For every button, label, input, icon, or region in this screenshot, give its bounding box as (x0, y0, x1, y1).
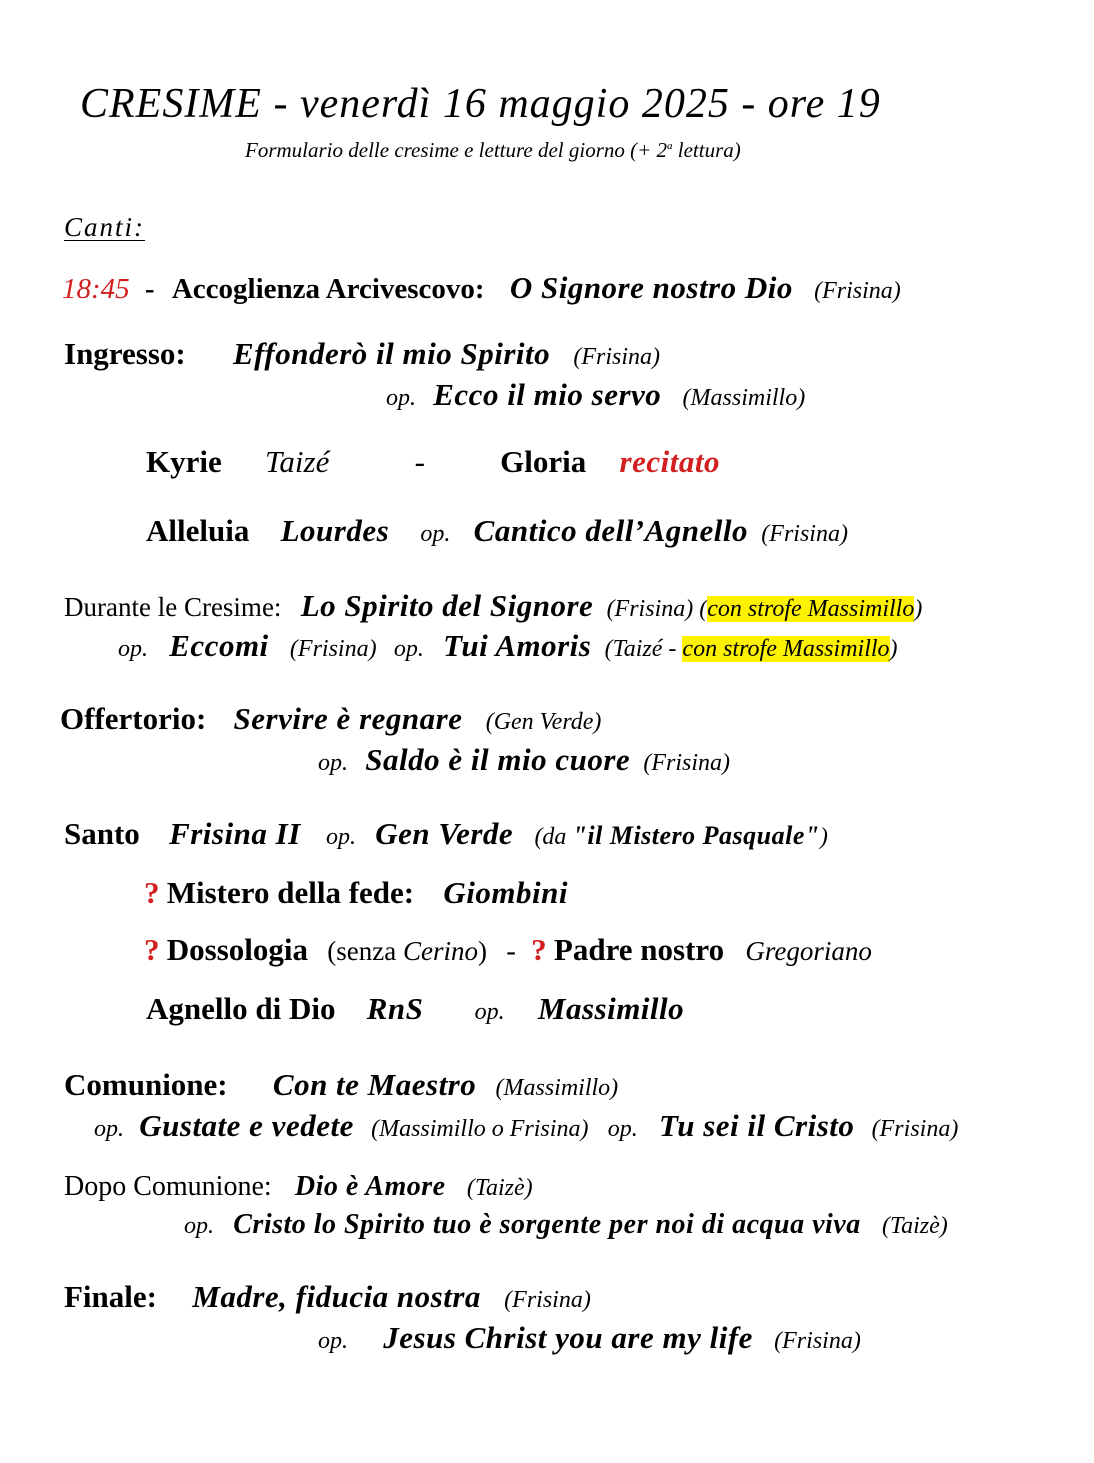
durante-op2: op. (393, 636, 424, 662)
mistero-row (144, 875, 568, 911)
subtitle-sup: a (667, 140, 673, 152)
durante-author2: (Frisina) (289, 636, 377, 662)
gloria-value: recitato (619, 444, 720, 479)
durante-author3: (Taizé - (604, 636, 683, 662)
comunione-song3: Tu sei il Cristo (658, 1108, 855, 1143)
finale-alt-row (318, 1320, 861, 1356)
santo-alt-song: Gen Verde (375, 816, 514, 851)
offertorio-alt-row (318, 742, 730, 778)
padre-song: Gregoriano (745, 936, 872, 966)
durante-song: Lo Spirito del Signore (300, 588, 594, 623)
kyrie-dash: - (414, 444, 425, 479)
ingresso-alt-author: (Massimillo) (682, 385, 806, 411)
dopo-alt-row (184, 1208, 948, 1241)
finale-row (64, 1279, 591, 1315)
dossologia-label: Dossologia (166, 932, 308, 967)
canti-heading: Canti: (64, 212, 146, 242)
ingresso-alt-row (386, 377, 805, 413)
offertorio-alt-song: Saldo è il mio cuore (365, 742, 631, 777)
subtitle-end: lettura) (672, 138, 741, 162)
gloria-label: Gloria (500, 444, 587, 479)
durante-highlight: con strofe Massimillo (707, 596, 915, 622)
comunione-song: Con te Maestro (272, 1067, 477, 1102)
padre-label: Padre nostro (553, 932, 725, 967)
page-title: CRESIME - venerdì 16 maggio 2025 - ore 19 (80, 81, 881, 127)
dossologia-q: ? (144, 932, 160, 967)
durante-row (64, 588, 922, 624)
dossologia-dash: - (506, 935, 516, 967)
comunione-author3: (Frisina) (871, 1116, 959, 1142)
ingresso-op: op. (386, 385, 416, 411)
kyrie-label: Kyrie (146, 444, 222, 479)
dopo-op: op. (184, 1213, 214, 1239)
finale-label: Finale: (64, 1279, 157, 1314)
accoglienza-time: 18:45 (62, 273, 130, 305)
finale-song: Madre, fiducia nostra (192, 1279, 481, 1314)
accoglienza-label: Accoglienza Arcivescovo: (171, 273, 485, 305)
dopo-alt-author: (Taizè) (881, 1213, 948, 1239)
dossologia-row (144, 932, 872, 968)
dossologia-note-open: (senza (327, 936, 403, 966)
ingresso-row (64, 336, 660, 372)
alleluia-alt-song: Cantico dell’Agnello (473, 513, 749, 548)
santo-song: Frisina II (169, 816, 301, 851)
offertorio-row (60, 701, 601, 737)
comunione-song2: Gustate e vedete (139, 1108, 354, 1143)
durante-song3: Tui Amoris (443, 628, 592, 663)
durante-close: ) (914, 596, 923, 622)
accoglienza-dash: - (144, 273, 155, 305)
santo-note-close: ) (819, 824, 828, 850)
durante-highlight2: con strofe Massimillo (682, 636, 890, 662)
comunione-op1: op. (94, 1116, 124, 1142)
durante-op1: op. (118, 636, 148, 662)
padre-q: ? (531, 932, 547, 967)
ingresso-song: Effonderò il mio Spirito (232, 336, 551, 371)
comunione-label: Comunione: (64, 1067, 228, 1102)
mistero-song: Giombini (443, 875, 568, 910)
offertorio-alt-author: (Frisina) (643, 750, 731, 776)
finale-author: (Frisina) (504, 1287, 591, 1313)
finale-op: op. (318, 1328, 348, 1354)
santo-label: Santo (64, 816, 140, 851)
comunione-alt-row (94, 1108, 958, 1144)
accoglienza-song: O Signore nostro Dio (509, 270, 793, 305)
offertorio-label: Offertorio: (60, 701, 207, 736)
alleluia-label: Alleluia (146, 513, 250, 548)
durante-label: Durante le Cresime: (64, 592, 282, 622)
comunione-row (64, 1067, 618, 1103)
santo-row (64, 816, 828, 852)
dossologia-note-close: ) (477, 936, 487, 966)
ingresso-author: (Frisina) (573, 344, 661, 370)
agnello-label: Agnello di Dio (146, 991, 336, 1026)
dopo-song: Dio è Amore (294, 1171, 446, 1202)
durante-song2: Eccomi (169, 628, 269, 663)
accoglienza-author: (Frisina) (814, 278, 901, 304)
dopo-label: Dopo Comunione: (64, 1171, 272, 1202)
offertorio-op: op. (318, 750, 348, 776)
alleluia-op: op. (420, 521, 451, 547)
comunione-op2: op. (607, 1116, 638, 1142)
alleluia-song: Lourdes (280, 513, 390, 548)
durante-alt-row (118, 628, 898, 664)
dopo-author: (Taizè) (466, 1175, 533, 1201)
kyrie-song: Taizé (265, 444, 330, 479)
subtitle-text: Formulario delle cresime e letture del giorno (+ 2 (245, 138, 668, 162)
santo-note-bold: "il Mistero Pasquale" (572, 821, 820, 850)
durante-close2: ) (889, 636, 898, 662)
santo-note-open: (da (534, 824, 573, 850)
agnello-song: RnS (366, 991, 424, 1026)
alleluia-row (146, 513, 848, 549)
santo-op: op. (325, 824, 356, 850)
finale-alt-song: Jesus Christ you are my life (383, 1320, 753, 1355)
offertorio-author: (Gen Verde) (485, 709, 602, 735)
ingresso-alt-song: Ecco il mio servo (433, 377, 662, 412)
ingresso-label: Ingresso: (64, 336, 186, 371)
comunione-author: (Massimillo) (495, 1075, 619, 1101)
finale-alt-author: (Frisina) (774, 1328, 861, 1354)
accoglienza-row (62, 270, 901, 306)
page-subtitle (245, 138, 741, 163)
agnello-row (146, 991, 684, 1027)
agnello-alt-song: Massimillo (537, 991, 685, 1026)
dopo-row (64, 1170, 533, 1203)
dopo-alt-song: Cristo lo Spirito tuo è sorgente per noi di acqua viva (233, 1209, 861, 1240)
mistero-q: ? (144, 875, 160, 910)
mistero-label: Mistero della fede: (166, 875, 415, 910)
dossologia-note-italic: Cerino (402, 936, 478, 966)
kyrie-row (146, 444, 720, 480)
comunione-author2: (Massimillo o Frisina) (371, 1116, 589, 1142)
durante-author: (Frisina) ( (606, 596, 708, 622)
offertorio-song: Servire è regnare (233, 701, 463, 736)
agnello-op: op. (474, 999, 505, 1025)
alleluia-alt-author: (Frisina) (761, 521, 848, 547)
